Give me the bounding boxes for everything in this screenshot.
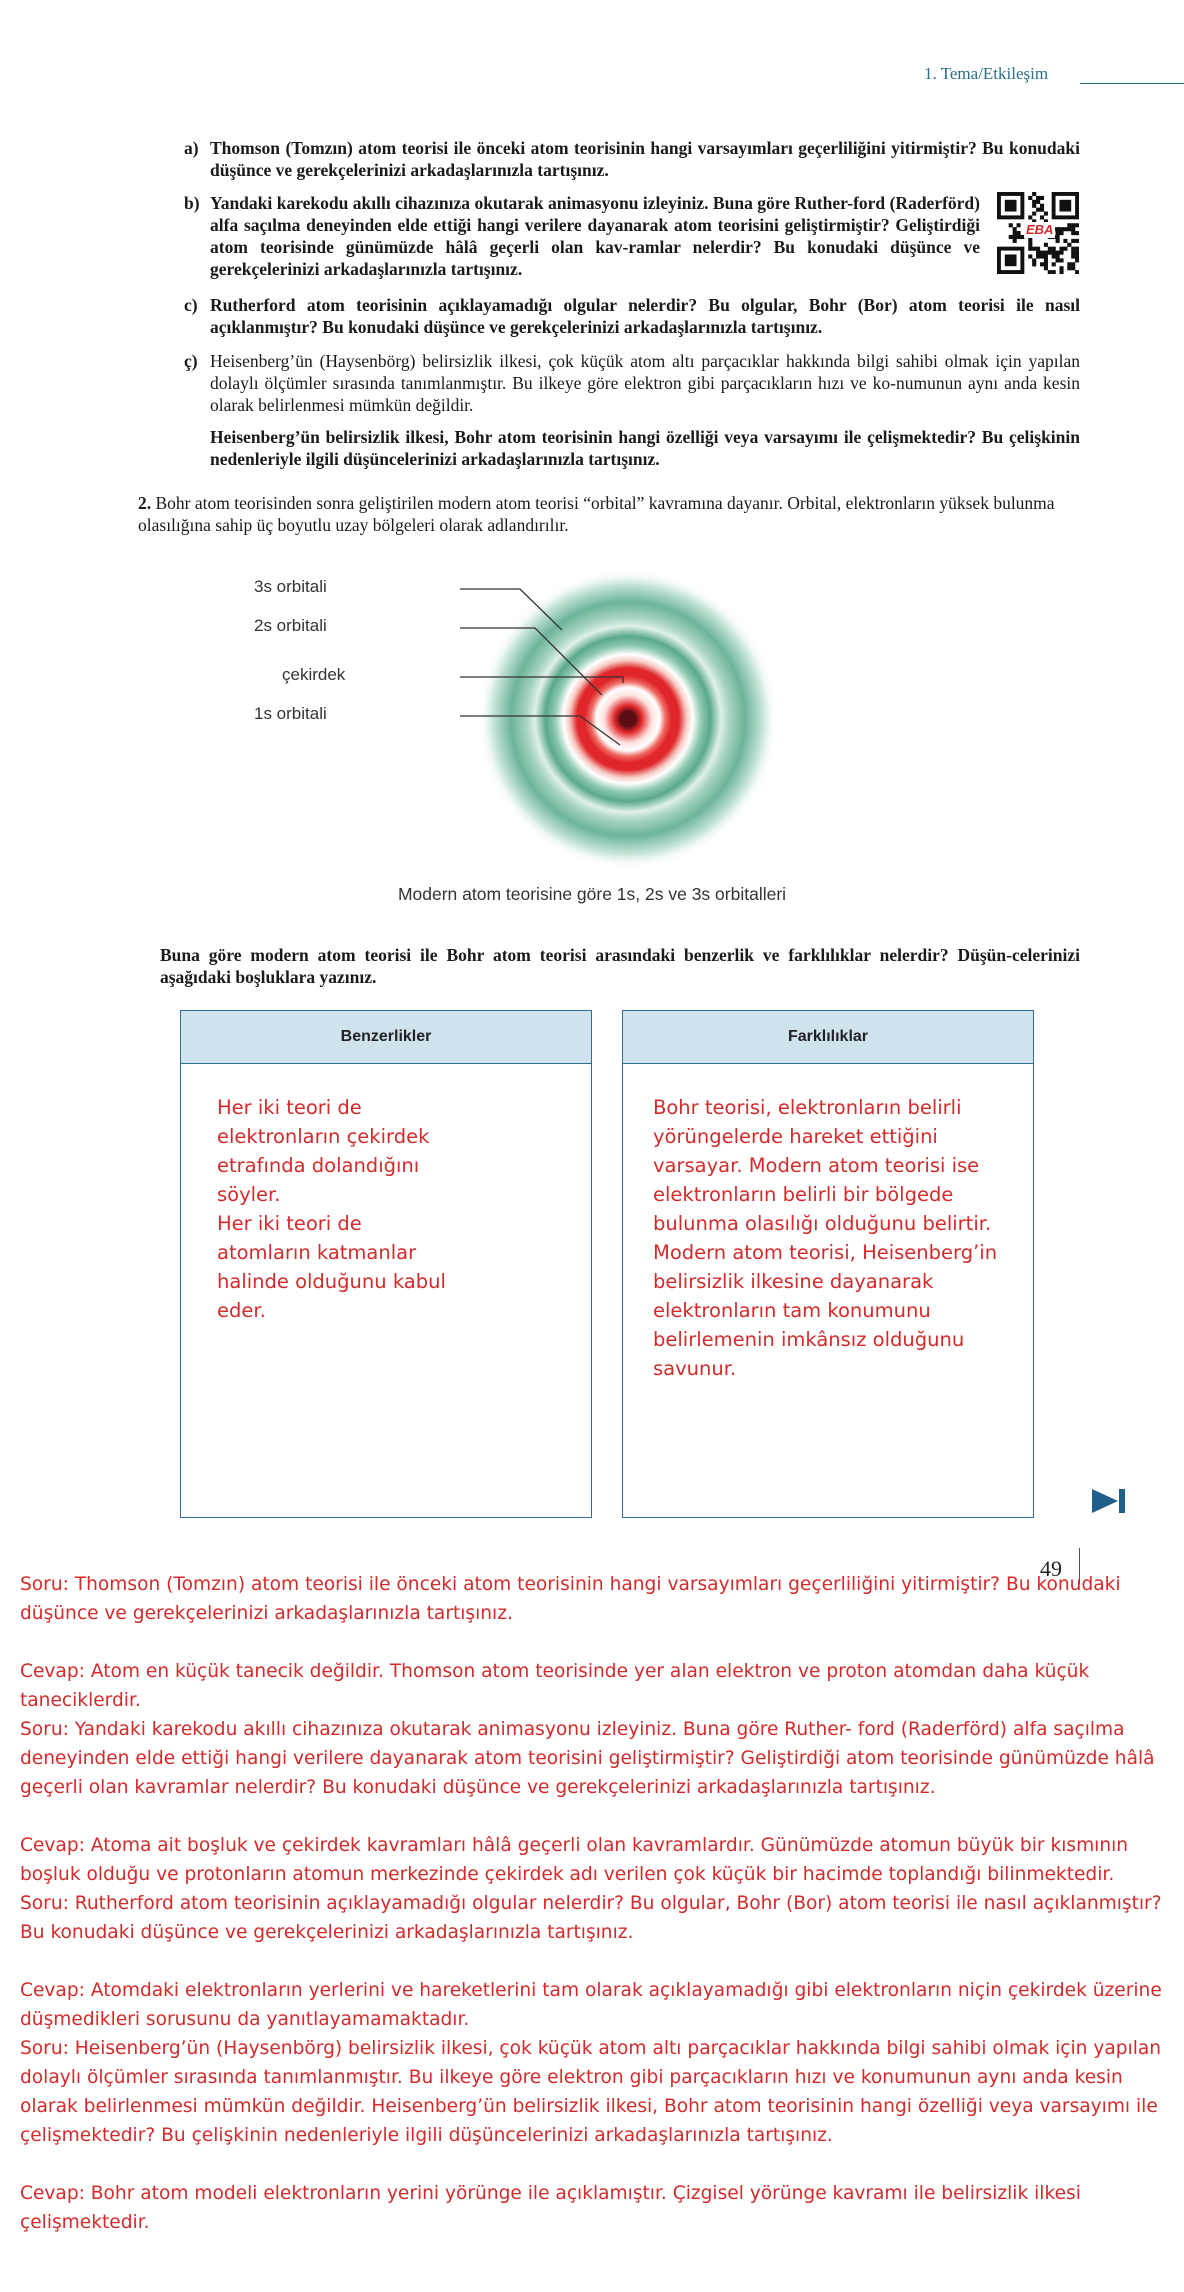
- answer-1-question: Soru: Thomson (Tomzın) atom teorisi ile önceki atom teorisinin hangi varsayımları geçerliliğini yitirmiştir? Bu konudaki düşünce ve gerekçelerinizi arkadaşlarınızla tartışınız.: [20, 1574, 1121, 1624]
- question-b: [184, 192, 980, 280]
- next-track-graphic: [1090, 1486, 1128, 1516]
- differences-line: bulunma olasılığı olduğunu belirtir.: [653, 1212, 992, 1235]
- question-c-label: c): [184, 295, 198, 315]
- question-a-text: Thomson (Tomzın) atom teorisi ile önceki atom teorisinin hangi varsayımları geçerliliğini yitirmiştir? Bu konudaki düşünce ve gerekçelerinizi arkadaşlarınızla tartışınız.: [210, 138, 1080, 180]
- qr-badge: EBA: [1026, 222, 1054, 237]
- question-2: [138, 492, 1080, 536]
- similarities-answer: [217, 1093, 446, 1325]
- answer-2-text: Cevap: Atoma ait boşluk ve çekirdek kavramları hâlâ geçerli olan kavramlardır. Günümüzde atomun büyük bir kısmının boşluk olduğu ve protonların atomun merkezinde çekirdek adı verilen çok küçük bir hacimde toplandığı bilinmektedir.: [20, 1835, 1129, 1885]
- answer-4-question: Soru: Heisenberg’ün (Haysenbörg) belirsizlik ilkesi, çok küçük atom altı parçacıklar hakkında bilgi sahibi olmak için yapılan dolaylı ölçümler sırasında tanımlanmıştır. Bu ilkeye göre elektron gibi parçacıkların hızı ve konumunun aynı anda kesin olarak belirlenmesi mümkün değildir. Heisenberg’ün belirsizlik ilkesi, Bohr atom teorisinin hangi özelliği veya varsayımı ile çelişmektedir? Bu çelişkinin nedenleriyle ilgili düşüncelerinizi arkadaşlarınızla tartışınız.: [20, 2038, 1162, 2146]
- similarities-line: Her iki teori de: [217, 1212, 362, 1235]
- question-c: [184, 294, 1080, 338]
- header-rule: [1080, 83, 1184, 84]
- answer-3-question: Soru: Rutherford atom teorisinin açıklayamadığı olgular nelerdir? Bu olgular, Bohr (Bor) atom teorisi ile nasıl açıklanmıştır? Bu konudaki düşünce ve gerekçelerinizi arkadaşlarınızla tartışınız.: [20, 1893, 1162, 1943]
- question-a: [184, 137, 1080, 181]
- differences-line: Modern atom teorisi, Heisenberg’in: [653, 1241, 998, 1264]
- answer-1-text: Cevap: Atom en küçük tanecik değildir. Thomson atom teorisinde yer alan elektron ve proton atomdan daha küçük taneciklerdir.: [20, 1661, 1090, 1711]
- similarities-line: eder.: [217, 1299, 266, 1322]
- nucleus-dot: [621, 712, 635, 726]
- question-cedilla-label: ç): [184, 351, 198, 371]
- diagram-caption: Modern atom teorisine göre 1s, 2s ve 3s orbitalleri: [397, 884, 787, 904]
- similarities-line: etrafında dolandığını: [217, 1154, 420, 1177]
- comparison-prompt: Buna göre modern atom teorisi ile Bohr atom teorisi arasındaki benzerlik ve farklılıklar nelerdir? Düşün-celerinizi aşağıdaki boşluklara yazınız.: [160, 945, 1080, 987]
- qr-code-icon[interactable]: [997, 192, 1079, 274]
- orbital-graphic: [330, 555, 850, 885]
- similarities-line: atomların katmanlar: [217, 1241, 417, 1264]
- differences-box: [622, 1010, 1034, 1518]
- header-title: [924, 64, 1184, 84]
- label-2s-orbital: 2s orbitali: [254, 616, 327, 635]
- differences-line: belirlemenin imkânsız olduğunu: [653, 1328, 965, 1351]
- question-cedilla: [184, 350, 1080, 470]
- question-b-label: b): [184, 193, 200, 213]
- similarities-line: Her iki teori de: [217, 1096, 362, 1119]
- next-track-icon[interactable]: [1090, 1486, 1128, 1516]
- answers-section: [20, 1570, 1170, 2237]
- label-3s-orbital: 3s orbitali: [254, 577, 327, 596]
- similarities-header: Benzerlikler: [181, 1011, 591, 1064]
- similarities-line: elektronların çekirdek: [217, 1125, 430, 1148]
- question-a-label: a): [184, 138, 199, 158]
- question-cedilla-intro: Heisenberg’ün (Haysenbörg) belirsizlik ilkesi, çok küçük atom altı parçacıklar hakkında bilgi sahibi olmak için yapılan dolaylı ölçümler sırasında tanımlanmıştır. Bu ilkeye göre elektron gibi parçacıkların hızı ve ko-numunun aynı anda kesin olarak belirlenmesi mümkün değildir.: [210, 351, 1080, 415]
- question-b-text: Yandaki karekodu akıllı cihazınıza okutarak animasyonu izleyiniz. Buna göre Ruther-ford (Raderförd) alfa saçılma deneyinden elde ettiği hangi verilere dayanarak atom teorisini geliştirmiştir? Geliştirdiği atom teorisinde günümüzde hâlâ geçerli olan kav-ramlar nelerdir? Bu konudaki düşünce ve gerekçelerinizi arkadaşlarınızla tartışınız.: [210, 193, 980, 279]
- question-2-text: Bohr atom teorisinden sonra geliştirilen modern atom teorisi “orbital” kavramına dayanır. Orbital, elektronların yüksek bulunma olasılığına sahip üç boyutlu uzay bölgeleri olarak adlandırılır.: [138, 493, 1055, 535]
- label-1s-orbital: 1s orbitali: [254, 704, 327, 723]
- differences-header: Farklılıklar: [623, 1011, 1033, 1064]
- differences-line: elektronların belirli bir bölgede: [653, 1183, 954, 1206]
- orbital-diagram: [254, 555, 850, 885]
- header-title-text: 1. Tema/Etkileşim: [924, 64, 1049, 83]
- differences-line: Bohr teorisi, elektronların belirli: [653, 1096, 962, 1119]
- differences-line: belirsizlik ilkesine dayanarak: [653, 1270, 934, 1293]
- answer-2-question: Soru: Yandaki karekodu akıllı cihazınıza okutarak animasyonu izleyiniz. Buna göre Ruther- ford (Raderförd) alfa saçılma deneyinden elde ettiği hangi verilere dayanarak atom teorisini geliştirmiştir? Geliştirdiği atom teorisinde günümüzde hâlâ geçerli olan kavramlar nelerdir? Bu konudaki düşünce ve gerekçelerinizi arkadaşlarınızla tartışınız.: [20, 1719, 1155, 1798]
- answer-3-text: Cevap: Atomdaki elektronların yerlerini ve hareketlerini tam olarak açıklayamadığı gibi elektronların niçin çekirdek üzerine düşmedikleri sorusunu da yanıtlayamamaktadır.: [20, 1980, 1162, 2030]
- label-nucleus: çekirdek: [282, 665, 346, 684]
- question-2-number: 2.: [138, 493, 152, 513]
- question-c-text: Rutherford atom teorisinin açıklayamadığı olgular nelerdir? Bu olgular, Bohr (Bor) atom teorisi ile nasıl açıklanmıştır? Bu konudaki düşünce ve gerekçelerinizi arkadaşlarınızla tartışınız.: [210, 295, 1080, 337]
- differences-answer: [653, 1093, 997, 1383]
- similarities-line: halinde olduğunu kabul: [217, 1270, 446, 1293]
- similarities-line: söyler.: [217, 1183, 281, 1206]
- answer-4-text: Cevap: Bohr atom modeli elektronların yerini yörünge ile açıklamıştır. Çizgisel yörünge kavramı ile belirsizlik ilkesi çelişmektedir.: [20, 2183, 1081, 2233]
- page-number: 49: [1040, 1556, 1062, 1581]
- differences-line: yörüngelerde hareket ettiğini: [653, 1125, 938, 1148]
- differences-line: varsayar. Modern atom teorisi ise: [653, 1154, 980, 1177]
- question-cedilla-text: Heisenberg’ün belirsizlik ilkesi, Bohr atom teorisinin hangi özelliği veya varsayımı ile çelişmektedir? Bu çelişkinin nedenleriyle ilgili düşüncelerinizi arkadaşlarınızla tartışınız.: [210, 427, 1080, 469]
- differences-line: elektronların tam konumunu: [653, 1299, 931, 1322]
- differences-line: savunur.: [653, 1357, 737, 1380]
- similarities-box: [180, 1010, 592, 1518]
